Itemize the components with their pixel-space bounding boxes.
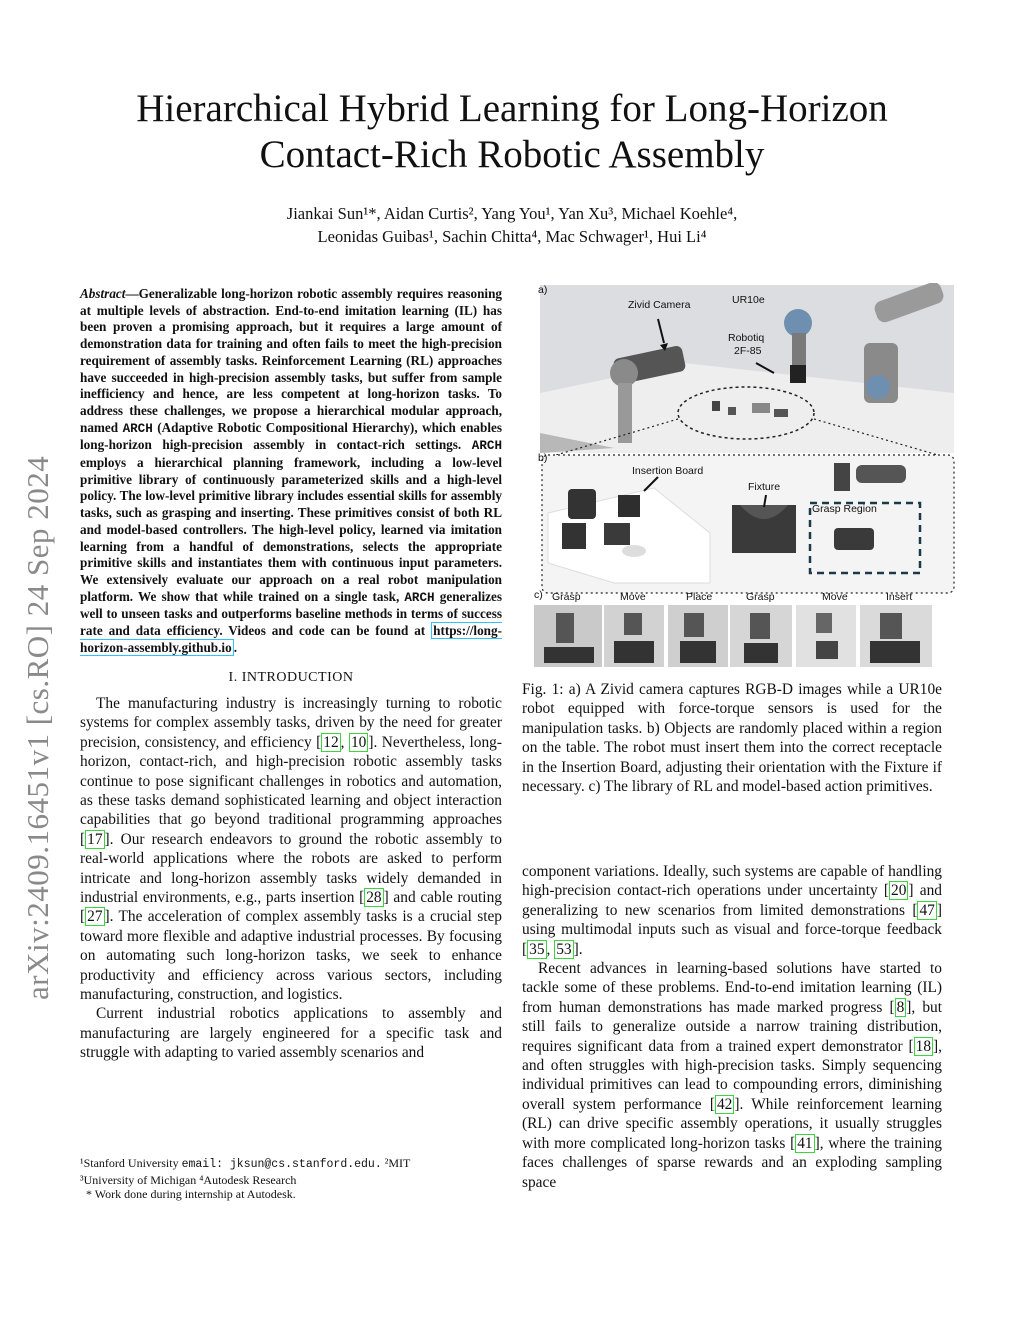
right-paragraph-1 bbox=[522, 862, 942, 959]
citation-link[interactable]: 28 bbox=[366, 888, 382, 906]
right-column bbox=[522, 862, 942, 1192]
author-list bbox=[60, 202, 964, 248]
text: ], and often struggles with high-precision tasks. Simply sequencing individual primitives can lead to compounding errors, diminishing overall system performance [ bbox=[522, 1037, 942, 1113]
right-paragraph-2 bbox=[522, 959, 942, 1192]
arxiv-identifier: arXiv:2409.16451v1 [cs.RO] 24 Sep 2024 bbox=[20, 455, 55, 1000]
text: , bbox=[546, 940, 555, 958]
abstract bbox=[80, 286, 502, 656]
grasp-region-label: Grasp Region bbox=[812, 503, 877, 515]
citation-link[interactable]: 42 bbox=[716, 1095, 733, 1113]
project-link[interactable]: https://long-horizon-assembly.github.io bbox=[80, 623, 502, 655]
citation-link[interactable]: 27 bbox=[87, 908, 103, 926]
text: Recent advances in learning-based solutions have started to tackle some of these problems. End-to-end imitation learning (IL) from human demonstrations has made marked progress [ bbox=[522, 960, 942, 1016]
figure-caption: Fig. 1: a) A Zivid camera captures RGB-D images while a UR10e robot equipped with force-torque sensors is used for the manipulation tasks. b) Objects are randomly placed within a region on the table. The robot must insert them into the correct receptacle in the Insertion Board, adjusting their orientation with the Fixture if necessary. c) The library of RL and model-based action primitives. bbox=[522, 681, 942, 796]
text: , bbox=[340, 733, 349, 751]
citation-link[interactable]: 41 bbox=[797, 1134, 813, 1152]
arch-name: ARCH bbox=[122, 421, 153, 436]
abstract-end: . bbox=[233, 639, 237, 655]
step-label-grasp-2: Grasp bbox=[746, 591, 775, 603]
panel-b-label: b) bbox=[538, 452, 548, 464]
paper-title bbox=[60, 86, 964, 178]
left-column bbox=[80, 286, 502, 1063]
step-label-move-2: Move bbox=[822, 591, 848, 603]
footnote-3: * Work done during internship at Autodesk. bbox=[86, 1187, 296, 1201]
citation-link[interactable]: 10 bbox=[350, 733, 367, 751]
citation-link[interactable]: 47 bbox=[919, 901, 935, 919]
step-label-insert: Insert bbox=[886, 591, 913, 603]
ur10e-label: UR10e bbox=[732, 294, 765, 306]
arch-name: ARCH bbox=[404, 590, 435, 605]
citation-link[interactable]: 17 bbox=[87, 830, 103, 848]
footnote-2: ³University of Michigan ⁴Autodesk Research bbox=[80, 1172, 297, 1187]
panel-c-label: c) bbox=[534, 589, 543, 601]
abstract-text: employs a hierarchical planning framework, including a low-level primitive library of continuously parameterized skills and a high-level policy. The low-level primitive library includes essential skills for assembly tasks, such as grasping and inserting. These primitives consist of both RL and model-based controllers. The high-level policy, learned via imitation learning from a handful of demonstrations, selects the appropriate primitive skills and instantiates them with continuous input parameters. We extensively evaluate our approach on a real robot manipulation platform. We show that while trained on a single task, bbox=[80, 455, 502, 604]
citation-link[interactable]: 53 bbox=[556, 940, 572, 958]
abstract-text: (Adaptive Robotic Compositional Hierarchy), which enables long-horizon high-precision assembly in contact-rich settings. bbox=[80, 419, 502, 453]
footnotes bbox=[80, 1156, 502, 1202]
robotiq-label-line-2: 2F-85 bbox=[734, 345, 762, 357]
text: ²MIT bbox=[381, 1156, 411, 1170]
text: The manufacturing industry is increasingly turning to robotic systems for complex assembly tasks, driven by the need for greater precision, consistency, and efficiency [ bbox=[80, 694, 502, 751]
figure-1 bbox=[534, 283, 958, 671]
arch-name: ARCH bbox=[471, 439, 502, 454]
text: component variations. Ideally, such systems are capable of handling high-precision contact-rich operations under uncertainty [ bbox=[522, 863, 942, 900]
citation-link[interactable]: 18 bbox=[915, 1037, 932, 1055]
citation-link[interactable]: 35 bbox=[529, 940, 545, 958]
text: ] using multimodal inputs such as visual and force-torque feedback [ bbox=[522, 901, 942, 958]
citation-link[interactable]: 12 bbox=[323, 733, 339, 751]
step-label-move: Move bbox=[620, 591, 646, 603]
title-line-1: Hierarchical Hybrid Learning for Long-Horizon bbox=[136, 87, 888, 130]
title-line-2: Contact-Rich Robotic Assembly bbox=[259, 133, 765, 176]
text: ] and generalizing to new scenarios from limited demonstrations [ bbox=[522, 882, 942, 919]
text: ] and cable routing [ bbox=[80, 888, 502, 926]
fixture-label: Fixture bbox=[748, 481, 781, 493]
insertion-board-label: Insertion Board bbox=[632, 465, 704, 477]
text: ]. Nevertheless, long-horizon, contact-rich, and high-precision robotic assembly tasks continue to pose significant challenges in robotics and automation, as these tasks demand sophisticated learning and object interaction capabilities that go beyond traditional programming approaches [ bbox=[80, 733, 502, 848]
citation-link[interactable]: 20 bbox=[891, 882, 907, 900]
panel-a-label: a) bbox=[538, 284, 548, 296]
authors-line-2: Leonidas Guibas¹, Sachin Chitta⁴, Mac Schwager¹, Hui Li⁴ bbox=[317, 227, 707, 246]
robotiq-label-line-1: Robotiq bbox=[728, 332, 765, 344]
step-label-place: Place bbox=[686, 591, 713, 603]
abstract-text: generalizes well to unseen tasks and outperforms baseline methods in terms of success rate and data efficiency. Videos and code can be found at bbox=[80, 588, 502, 639]
text: ], but still fails to generalize outside a narrow training distribution, requires significant data from a trained expert demonstrator [ bbox=[522, 998, 942, 1055]
authors-line-1: Jiankai Sun¹*, Aidan Curtis², Yang You¹, Yan Xu³, Michael Koehle⁴, bbox=[286, 204, 738, 223]
abstract-label: Abstract bbox=[80, 286, 126, 301]
intro-paragraph-1 bbox=[80, 694, 502, 1005]
text: ]. Our research endeavors to ground the robotic assembly to real-world applications where the robots are asked to perform intricate and long-horizon assembly tasks widely demanded in industrial environments, e.g., parts insertion [ bbox=[80, 830, 502, 906]
text: ]. While reinforcement learning (RL) can drive specific assembly operations, it usually struggles with more complicated long-horizon tasks [ bbox=[522, 1095, 942, 1152]
zivid-camera-label: Zivid Camera bbox=[628, 299, 691, 311]
step-label-grasp: Grasp bbox=[552, 591, 581, 603]
text: ]. The acceleration of complex assembly tasks is a crucial step toward more flexible and adaptive industrial processes. By focusing on automating such long-horizon tasks, we seek to enhance productivity and efficiency across various sectors, including manufacturing, construction, and logistics. bbox=[80, 908, 502, 1003]
text: ]. bbox=[573, 940, 583, 958]
intro-paragraph-2: Current industrial robotics applications to assembly and manufacturing are largely engineered for a specific task and struggle with adapting to varied assembly scenarios and bbox=[80, 1005, 502, 1062]
email: email: jksun@cs.stanford.edu. bbox=[181, 1158, 382, 1171]
abstract-text: —Generalizable long-horizon robotic assembly requires reasoning at multiple levels of abstraction. End-to-end imitation learning (IL) has been proven a promising approach, but it requires a large amount of demonstration data for training and often fails to meet the high-precision requirement of assembly tasks. Reinforcement Learning (RL) approaches have succeeded in high-precision assembly tasks, but suffer from sample inefficiency and hence, are less competent at long-horizon tasks. To address these challenges, we propose a hierarchical modular approach, named bbox=[80, 286, 502, 435]
section-heading-introduction: I. INTRODUCTION bbox=[228, 670, 354, 686]
footnote-1 bbox=[80, 1156, 502, 1173]
text: ¹Stanford University bbox=[80, 1156, 182, 1170]
text: ], where the training faces challenges of sparse rewards and an exploding sampling space bbox=[522, 1134, 942, 1191]
citation-link[interactable]: 8 bbox=[896, 998, 905, 1016]
